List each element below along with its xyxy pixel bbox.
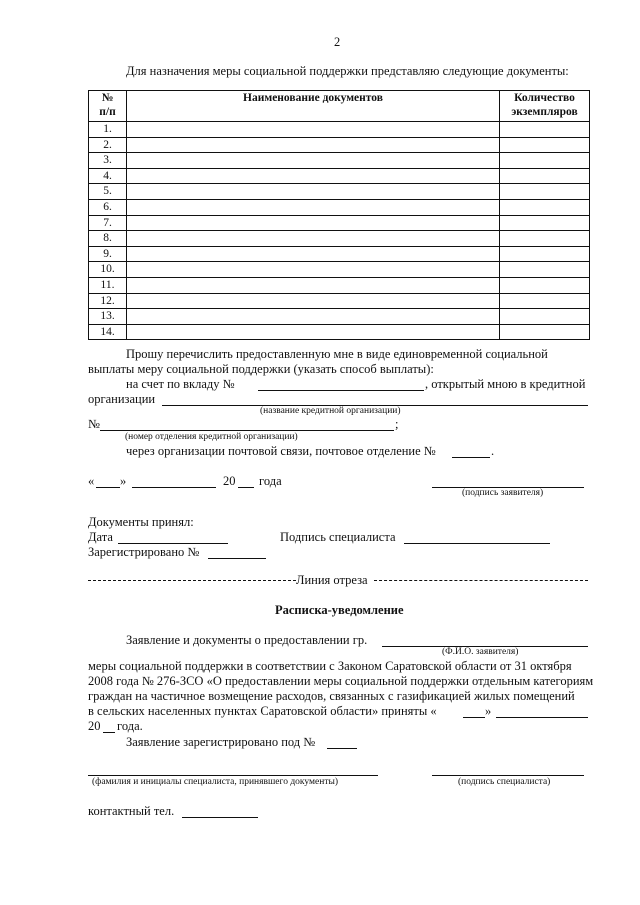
receipt-line1: Заявление и документы о предоставлении гр. xyxy=(126,633,368,647)
row-number: 11. xyxy=(89,277,127,293)
copies-cell[interactable] xyxy=(500,199,590,215)
copies-cell[interactable] xyxy=(500,262,590,278)
receipt-body-line2: 2008 года № 276-ЗСО «О предоставлении меры социальной поддержки отдельным категориям xyxy=(88,674,594,688)
organization-caption: (название кредитной организации) xyxy=(260,406,401,416)
table-row xyxy=(89,324,590,340)
receipt-specialist-signature-caption: (подпись специалиста) xyxy=(458,777,551,787)
table-header-row xyxy=(89,91,590,122)
header-number: № п/п xyxy=(89,91,127,122)
receipt-specialist-signature-field[interactable] xyxy=(432,775,584,776)
date-open-quote: « xyxy=(88,474,95,488)
table-row xyxy=(89,168,590,184)
specialist-name-field[interactable] xyxy=(88,775,378,776)
table-row xyxy=(89,199,590,215)
specialist-signature-label: Подпись специалиста xyxy=(280,530,396,544)
account-label: на счет по вкладу № xyxy=(126,377,235,391)
specialist-signature-field[interactable] xyxy=(404,543,550,544)
intro-text: Для назначения меры социальной поддержки представляю следующие документы: xyxy=(126,64,569,78)
row-number: 7. xyxy=(89,215,127,231)
row-number: 12. xyxy=(89,293,127,309)
document-name-cell[interactable] xyxy=(127,231,500,247)
row-number: 9. xyxy=(89,246,127,262)
header-document-name: Наименование документов xyxy=(127,91,500,122)
document-name-cell[interactable] xyxy=(127,324,500,340)
accepted-title: Документы принял: xyxy=(88,515,194,529)
copies-cell[interactable] xyxy=(500,168,590,184)
registered-number-field[interactable] xyxy=(208,558,266,559)
copies-cell[interactable] xyxy=(500,246,590,262)
row-number: 6. xyxy=(89,199,127,215)
row-number: 2. xyxy=(89,137,127,153)
row-number: 13. xyxy=(89,309,127,325)
row-number: 1. xyxy=(89,122,127,138)
table-row xyxy=(89,262,590,278)
accepted-date-label: Дата xyxy=(88,530,113,544)
document-name-cell[interactable] xyxy=(127,137,500,153)
copies-cell[interactable] xyxy=(500,324,590,340)
documents-table xyxy=(88,90,590,340)
row-number: 4. xyxy=(89,168,127,184)
document-name-cell[interactable] xyxy=(127,246,500,262)
copies-cell[interactable] xyxy=(500,231,590,247)
receipt-month-field[interactable] xyxy=(496,717,588,718)
table-row xyxy=(89,153,590,169)
table-row xyxy=(89,215,590,231)
table-row xyxy=(89,246,590,262)
copies-cell[interactable] xyxy=(500,137,590,153)
document-name-cell[interactable] xyxy=(127,184,500,200)
post-office-text: через организации почтовой связи, почтовое отделение № xyxy=(126,444,436,458)
post-office-end: . xyxy=(491,444,495,458)
document-name-cell[interactable] xyxy=(127,199,500,215)
post-office-field[interactable] xyxy=(452,457,490,458)
row-number: 10. xyxy=(89,262,127,278)
document-name-cell[interactable] xyxy=(127,153,500,169)
document-name-cell[interactable] xyxy=(127,262,500,278)
payment-line1: Прошу перечислить предоставленную мне в виде единовременной социальной xyxy=(126,347,548,361)
document-name-cell[interactable] xyxy=(127,309,500,325)
table-row xyxy=(89,309,590,325)
copies-cell[interactable] xyxy=(500,277,590,293)
date-year-prefix: 20 xyxy=(223,474,236,488)
date-year-field[interactable] xyxy=(238,487,254,488)
row-number: 3. xyxy=(89,153,127,169)
date-day-field[interactable] xyxy=(96,487,120,488)
branch-number-field[interactable] xyxy=(100,430,394,431)
header-copies: Количество экземпляров xyxy=(500,91,590,122)
copies-cell[interactable] xyxy=(500,293,590,309)
branch-semicolon: ; xyxy=(395,417,399,431)
table-row xyxy=(89,137,590,153)
receipt-body-line3: граждан на частичное возмещение расходов, связанных с газификацией жилых помещений xyxy=(88,689,575,703)
date-year-suffix: года xyxy=(259,474,282,488)
receipt-registered-label: Заявление зарегистрировано под № xyxy=(126,735,316,749)
document-name-cell[interactable] xyxy=(127,168,500,184)
organization-label: организации xyxy=(88,392,156,406)
branch-caption: (номер отделения кредитной организации) xyxy=(125,432,298,442)
receipt-fio-caption: (Ф.И.О. заявителя) xyxy=(442,647,519,657)
receipt-body-line1: меры социальной поддержки в соответствии с Законом Саратовской области от 31 октября xyxy=(88,659,572,673)
row-number: 5. xyxy=(89,184,127,200)
registered-label: Зарегистрировано № xyxy=(88,545,200,559)
accepted-date-field[interactable] xyxy=(118,543,228,544)
payment-line2: выплаты меру социальной поддержки (указать способ выплаты): xyxy=(88,362,434,376)
receipt-day-field[interactable] xyxy=(463,717,485,718)
document-name-cell[interactable] xyxy=(127,277,500,293)
table-row xyxy=(89,293,590,309)
cut-line-right xyxy=(374,580,588,581)
date-month-field[interactable] xyxy=(132,487,216,488)
document-name-cell[interactable] xyxy=(127,215,500,231)
copies-cell[interactable] xyxy=(500,309,590,325)
receipt-year-suffix: года. xyxy=(117,719,143,733)
cut-line-label: Линия отреза xyxy=(296,573,368,587)
table-row xyxy=(89,184,590,200)
table-row xyxy=(89,277,590,293)
copies-cell[interactable] xyxy=(500,184,590,200)
copies-cell[interactable] xyxy=(500,153,590,169)
table-row xyxy=(89,122,590,138)
receipt-year-prefix: 20 xyxy=(88,719,101,733)
receipt-year-field[interactable] xyxy=(103,732,115,733)
row-number: 14. xyxy=(89,324,127,340)
account-suffix: , открытый мною в кредитной xyxy=(425,377,586,391)
page-number: 2 xyxy=(334,35,341,49)
account-number-field[interactable] xyxy=(258,390,424,391)
row-number: 8. xyxy=(89,231,127,247)
specialist-name-caption: (фамилия и инициалы специалиста, принявшего документы) xyxy=(92,777,339,787)
cut-line-left xyxy=(88,580,296,581)
receipt-close-quote: » xyxy=(485,704,492,718)
copies-cell[interactable] xyxy=(500,215,590,231)
contact-phone-label: контактный тел. xyxy=(88,804,175,818)
branch-number-sign: № xyxy=(88,417,100,431)
date-close-quote: » xyxy=(120,474,127,488)
receipt-registered-field[interactable] xyxy=(327,748,357,749)
document-name-cell[interactable] xyxy=(127,122,500,138)
table-row xyxy=(89,231,590,247)
receipt-body-line4: в сельских населенных пунктах Саратовской области» приняты « xyxy=(88,704,437,718)
receipt-title: Расписка-уведомление xyxy=(275,603,404,617)
applicant-signature-caption: (подпись заявителя) xyxy=(462,488,544,498)
contact-phone-field[interactable] xyxy=(182,817,258,818)
copies-cell[interactable] xyxy=(500,122,590,138)
document-name-cell[interactable] xyxy=(127,293,500,309)
